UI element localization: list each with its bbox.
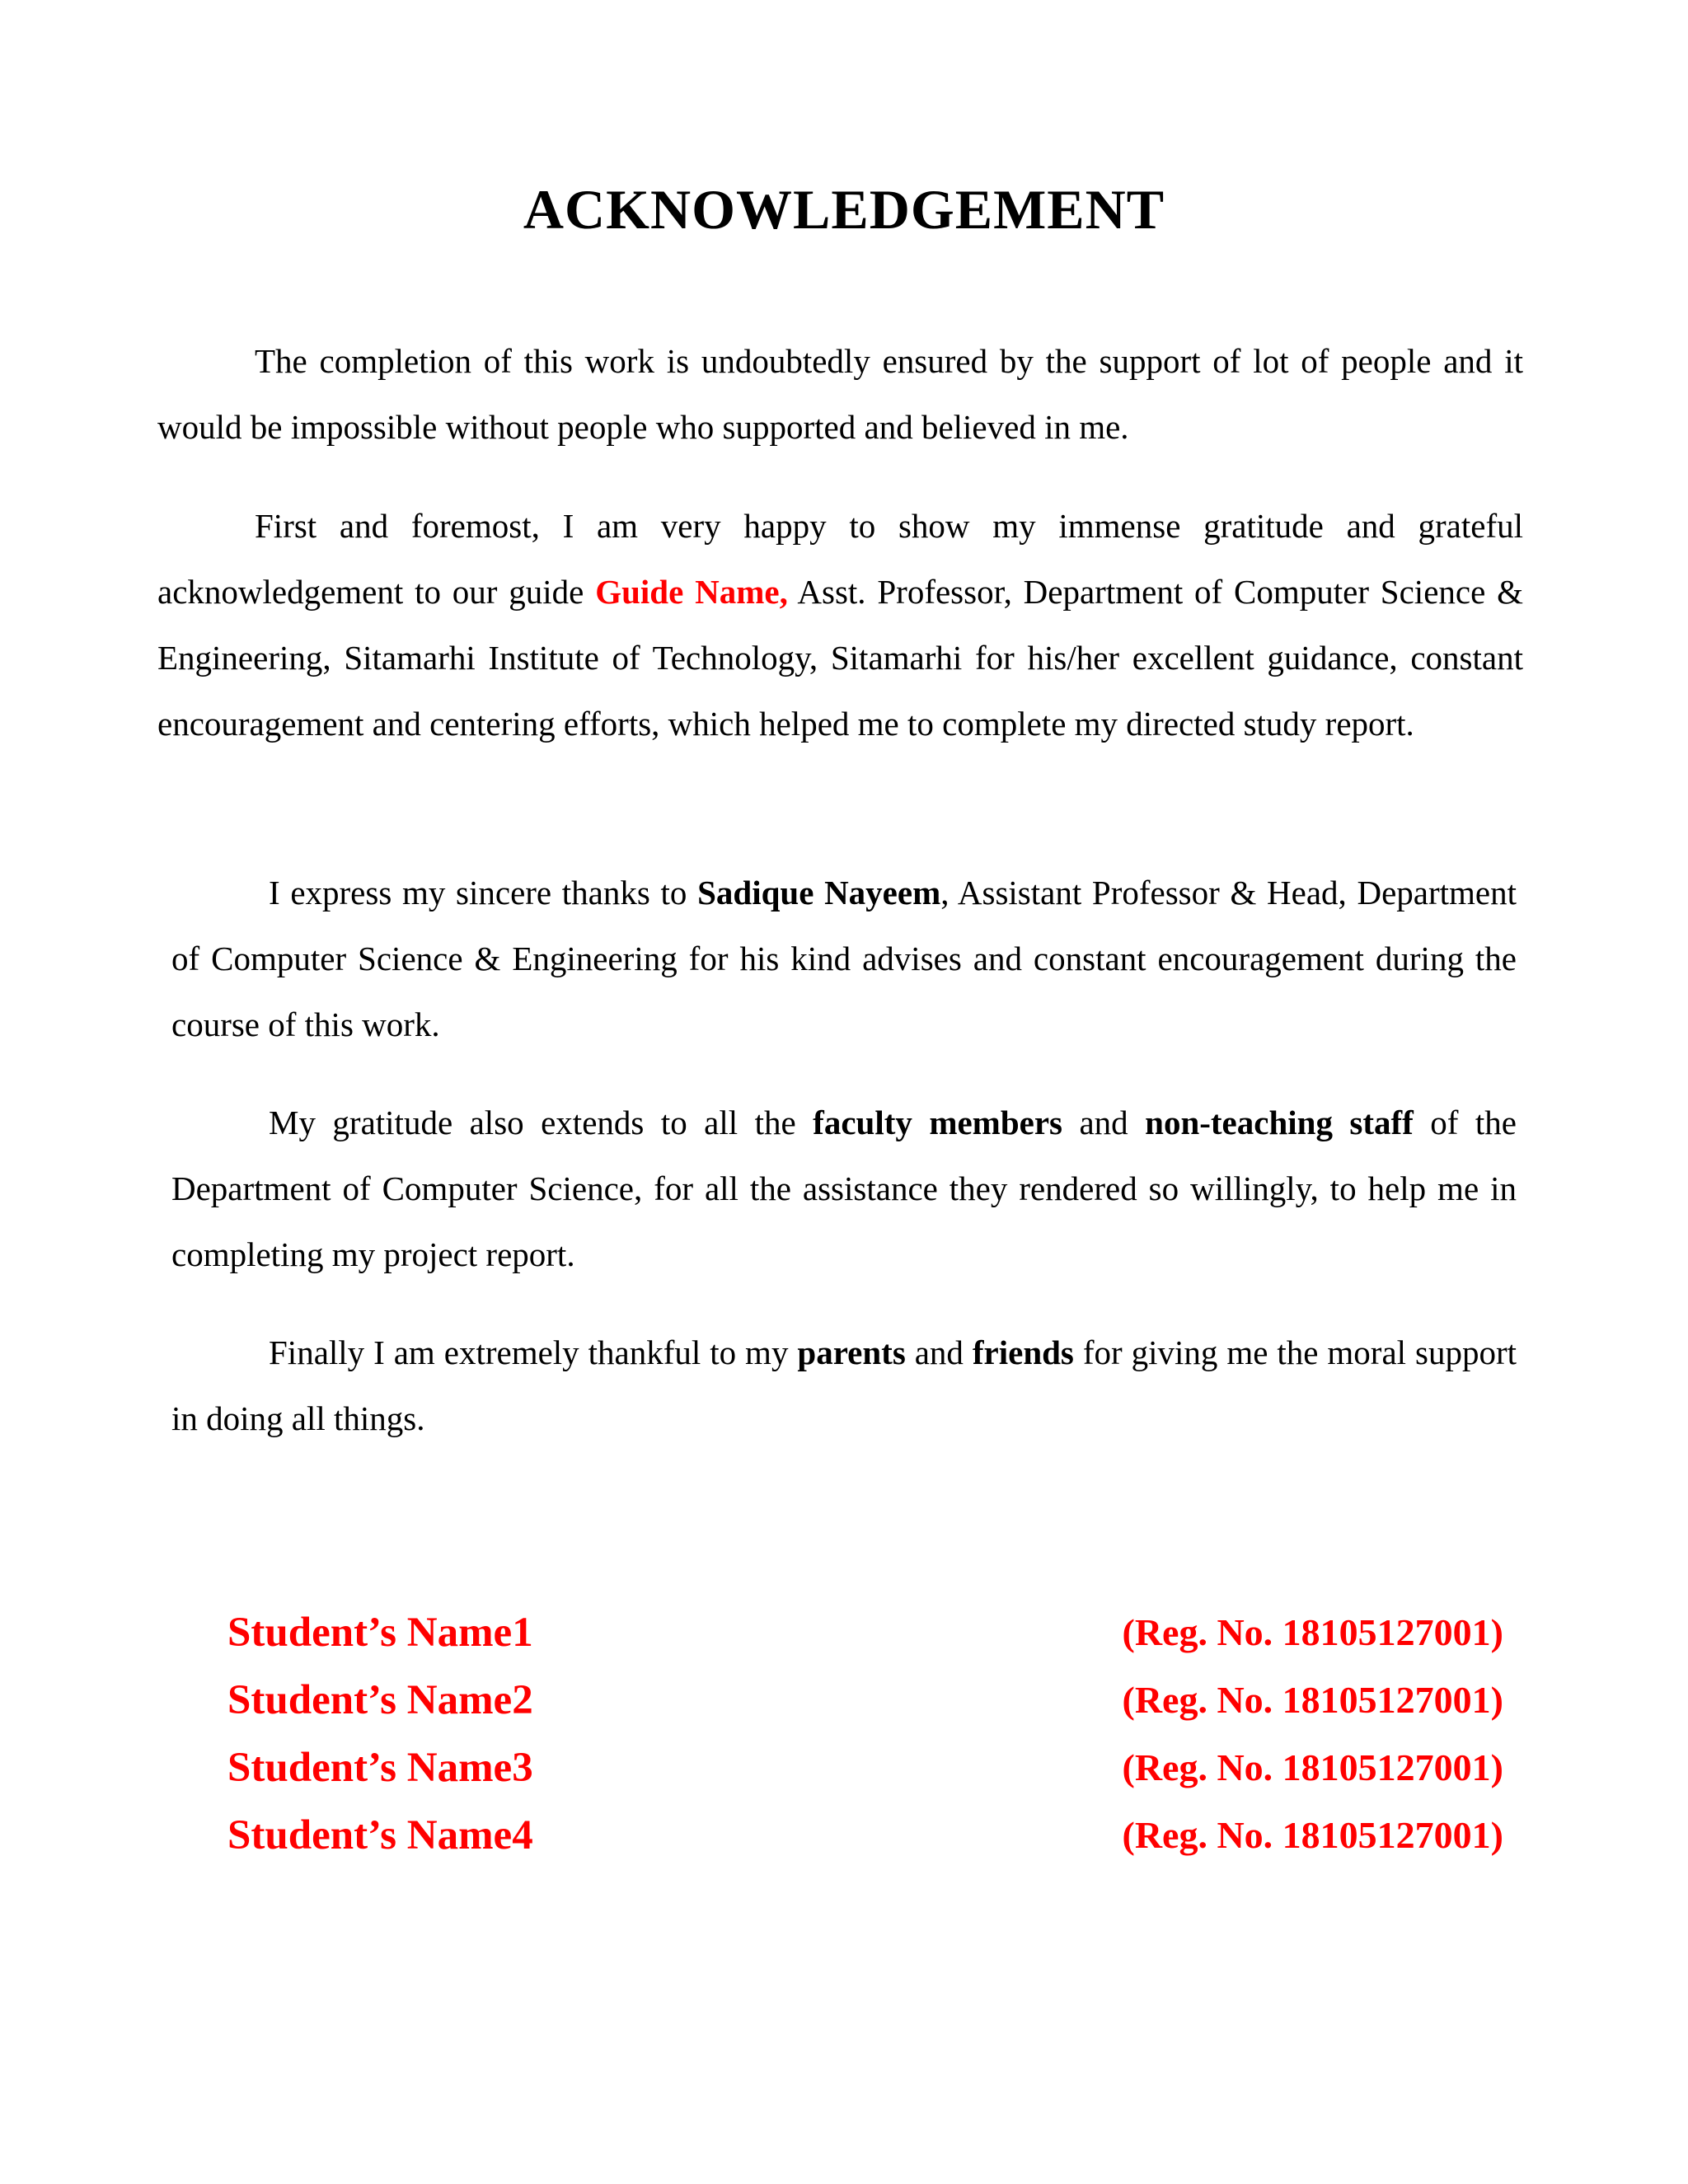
paragraph-hod [171,860,1517,1057]
paragraph-text: of the Department of Computer Science, for all the assistance they rendered so willingly, to help me in completing my project report. [171,1104,1517,1273]
paragraph-text: Asst. Professor, Department of Computer Science & Engineering, Sitamarhi Institute of Technology, Sitamarhi for his/her excellent guidance, constant encouragement and centering efforts, which helped me to complete my directed study report. [157,573,1524,743]
paragraph-guide [157,493,1523,757]
paragraph-family [171,1319,1517,1451]
paragraph-text: and [1062,1104,1146,1141]
guide-name: Guide Name, [595,573,788,611]
paragraph-text: for giving me the moral support in doing all things. [171,1333,1517,1437]
non-teaching-staff-text: non-teaching staff [1145,1104,1414,1141]
paragraph-text: , Assistant Professor & Head, Department of Computer Science & Engineering for his kind advises and constant encouragement during the course of this work. [171,874,1517,1043]
student-name: Student’s Name2 [227,1677,533,1723]
paragraph-text: and [905,1333,973,1371]
student-row [227,1666,1503,1734]
parents-text: parents [797,1333,906,1371]
student-name: Student’s Name1 [227,1610,533,1656]
student-reg-no: (Reg. No. 18105127001) [1122,1679,1503,1721]
student-signature-list [227,1599,1503,1869]
student-row [227,1599,1503,1666]
paragraph-text: Finally I am extremely thankful to my [269,1333,798,1371]
friends-text: friends [972,1333,1074,1371]
hod-name: Sadique Nayeem [697,874,941,912]
student-reg-no: (Reg. No. 18105127001) [1122,1814,1503,1856]
paragraph-text: I express my sincere thanks to [269,874,698,912]
paragraph-intro [157,328,1523,460]
student-reg-no: (Reg. No. 18105127001) [1122,1611,1503,1653]
student-reg-no: (Reg. No. 18105127001) [1122,1746,1503,1788]
paragraph-faculty [171,1090,1517,1287]
student-row [227,1802,1503,1869]
paragraph-text: The completion of this work is undoubtedly ensured by the support of lot of people and it would be impossible without people who supported and believed in me. [157,342,1523,446]
student-name: Student’s Name3 [227,1745,533,1791]
paragraph-text: First and foremost, I am very happy to show my immense gratitude and grateful acknowledgement to our guide [157,507,1523,611]
student-name: Student’s Name4 [227,1812,533,1858]
faculty-members-text: faculty members [813,1104,1062,1141]
student-row [227,1734,1503,1802]
page-title: ACKNOWLEDGEMENT [523,178,1165,241]
paragraph-text: My gratitude also extends to all the [269,1104,814,1141]
